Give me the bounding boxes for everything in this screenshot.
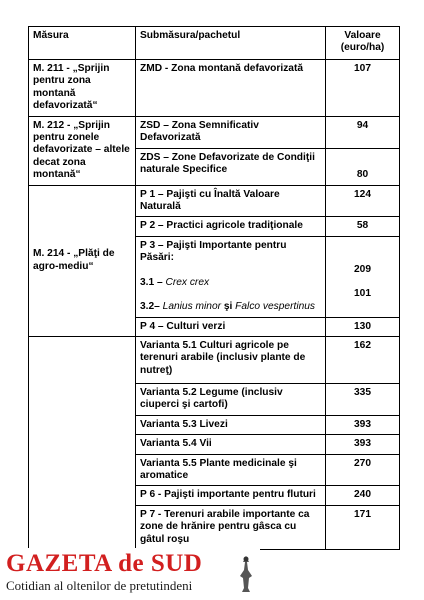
table-row xyxy=(29,60,400,117)
header-value: Valoare (euro/ha) xyxy=(326,27,400,60)
header-submeasure: Submăsura/pachetul xyxy=(136,27,326,60)
value-cell: 162 xyxy=(326,336,400,383)
p3-option-2-species-a: Lanius minor xyxy=(162,301,221,313)
value-cell: 130 xyxy=(326,317,400,336)
header-row xyxy=(29,27,400,60)
submeasure-cell: P 4 – Culturi verzi xyxy=(136,317,326,336)
p3-option-2-species-b: Falco vespertinus xyxy=(235,301,316,313)
p3-title: P 3 – Pajişti Importante pentru Păsări: xyxy=(140,239,287,264)
value-cell: 240 xyxy=(326,486,400,505)
submeasure-cell: ZMD - Zona montană defavorizată xyxy=(136,60,326,117)
value-cell: 94 xyxy=(326,116,400,148)
measure-cell: M. 212 - „Sprijin pentru zonele defavorizate – altele decat zona montană“ xyxy=(29,116,136,185)
submeasure-cell: P 1 – Pajişti cu Înaltă Valoare Naturală xyxy=(136,185,326,217)
submeasure-cell: P 7 - Terenuri arabile importante ca zone de hrănire pentru gâsca cu gâtul roşu xyxy=(136,505,326,549)
measure-cell: M. 211 - „Sprijin pentru zona montană defavorizată“ xyxy=(29,60,136,117)
table-row xyxy=(29,336,400,383)
p3-option-1-prefix: 3.1 – xyxy=(140,276,166,288)
table-row xyxy=(29,185,400,217)
submeasure-cell: ZSD – Zona Semnificativ Defavorizată xyxy=(136,116,326,148)
submeasure-cell: Varianta 5.2 Legume (inclusiv ciuperci şi cartofi) xyxy=(136,383,326,415)
submeasure-cell: ZDS – Zone Defavorizate de Condiţii naturale Specifice xyxy=(136,148,326,185)
submeasure-cell: Varianta 5.1 Culturi agricole pe terenuri arabile (inclusiv plante de nutreţ) xyxy=(136,336,326,383)
measure-cell: M. 214 - „Plăţi de agro-mediu“ xyxy=(29,185,136,336)
newspaper-watermark xyxy=(0,548,260,600)
value-cell: 270 xyxy=(326,454,400,486)
submeasure-cell: P 6 - Pajişti importante pentru fluturi xyxy=(136,486,326,505)
p3-option-1 xyxy=(140,277,321,289)
value-cell: 171 xyxy=(326,505,400,549)
p3-value-1: 209 xyxy=(354,263,371,275)
value-cell xyxy=(326,236,400,317)
submeasure-cell: Varianta 5.3 Livezi xyxy=(136,415,326,434)
measure-cell-empty xyxy=(29,336,136,549)
value-cell: 80 xyxy=(326,148,400,185)
p3-value-2: 101 xyxy=(354,288,371,300)
p3-option-2 xyxy=(140,301,321,313)
p3-option-2-join: şi xyxy=(221,301,236,313)
p3-option-2-prefix: 3.2– xyxy=(140,301,163,313)
submeasure-cell: P 2 – Practici agricole tradiţionale xyxy=(136,217,326,236)
value-cell: 335 xyxy=(326,383,400,415)
submeasure-cell xyxy=(136,236,326,317)
value-cell: 107 xyxy=(326,60,400,117)
submeasure-cell: Varianta 5.4 Vii xyxy=(136,435,326,454)
watermark-subtitle: Cotidian al oltenilor de pretutindeni xyxy=(6,578,193,593)
value-cell: 124 xyxy=(326,185,400,217)
watermark-title: GAZETA de SUD xyxy=(6,550,203,577)
table-row xyxy=(29,116,400,148)
value-cell: 393 xyxy=(326,435,400,454)
p3-option-1-species: Crex crex xyxy=(165,276,210,288)
header-measure: Măsura xyxy=(29,27,136,60)
value-cell: 58 xyxy=(326,217,400,236)
measures-table xyxy=(28,26,400,550)
crest-logo-icon xyxy=(234,554,258,594)
value-cell: 393 xyxy=(326,415,400,434)
submeasure-cell: Varianta 5.5 Plante medicinale şi aromatice xyxy=(136,454,326,486)
